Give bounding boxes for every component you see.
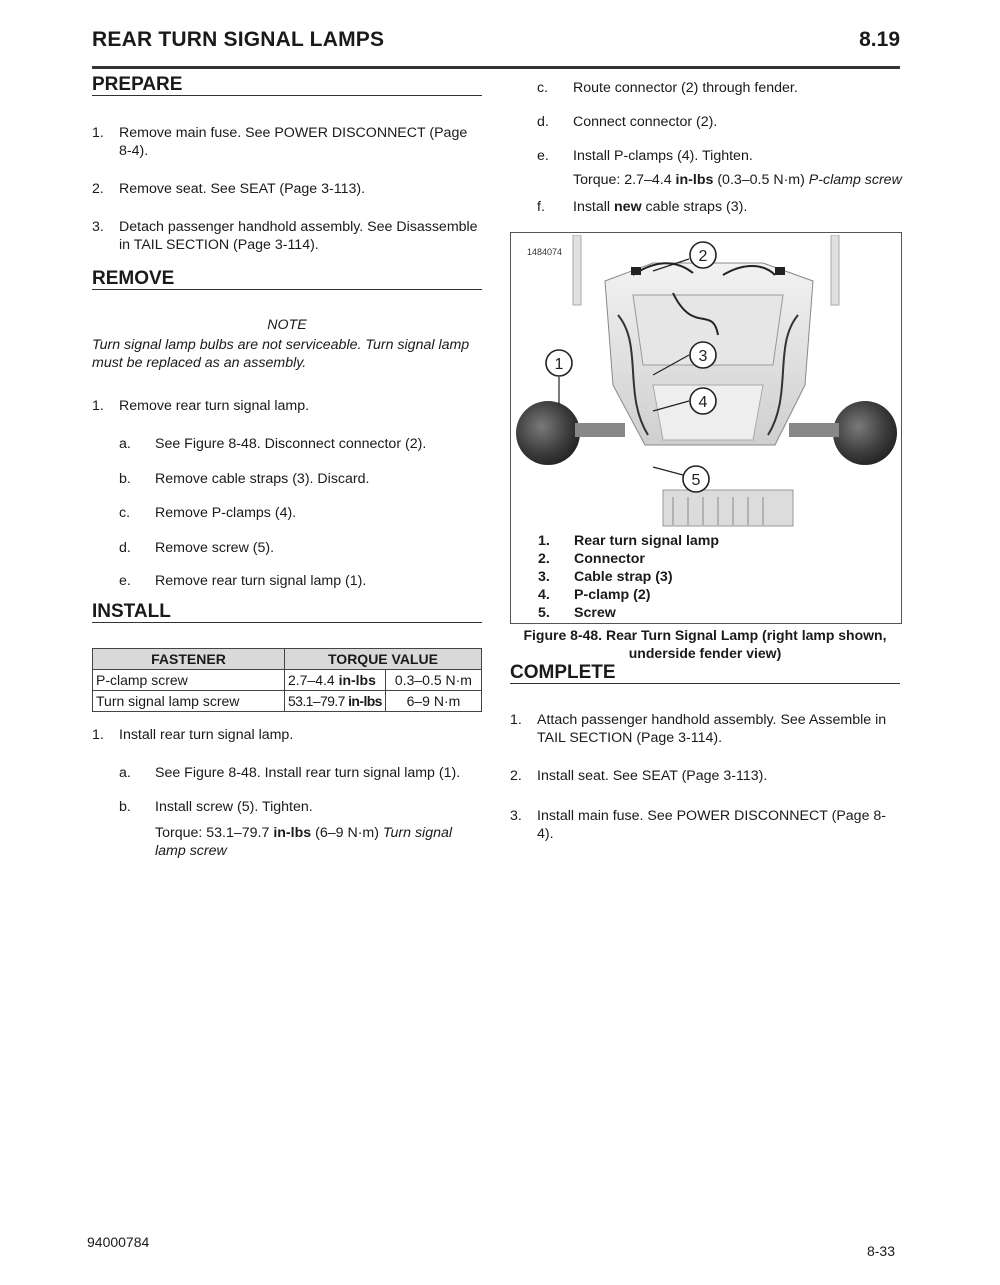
note-title: NOTE <box>267 317 307 333</box>
table-row: P-clamp screw 2.7–4.4 in-lbs 0.3–0.5 N·m <box>93 670 482 691</box>
header-rule <box>92 66 900 69</box>
svg-text:1: 1 <box>554 356 564 373</box>
install-heading: INSTALL <box>92 603 482 623</box>
table-row: Turn signal lamp screw 53.1–79.7 in-lbs 6–9 N·m <box>93 691 482 712</box>
figure-caption-line-1: Figure 8-48. Rear Turn Signal Lamp (right lamp shown, <box>523 627 887 643</box>
section-number: 8.19 <box>859 28 900 51</box>
svg-text:4: 4 <box>698 394 708 411</box>
table-header-torque: TORQUE VALUE <box>284 649 481 670</box>
figure-image-id: 1484074 <box>527 247 563 257</box>
callout-3 <box>690 342 716 368</box>
callout-5 <box>683 466 709 492</box>
remove-heading: REMOVE <box>92 270 482 290</box>
figure-8-48: 1 2 3 4 5 1484074 1. Rear turn signal lamp 2. Connector 3. Cable strap (3) 4. P-clamp (2) 5. Screw <box>510 232 902 624</box>
figure-caption-line-2: underside fender view) <box>628 645 782 661</box>
complete-heading: COMPLETE <box>510 664 900 684</box>
svg-text:5: 5 <box>691 472 701 489</box>
note-text: Turn signal lamp bulbs are not serviceable. Turn signal lamp must be replaced as an assembly. <box>92 337 470 371</box>
callout-4 <box>690 388 716 414</box>
document-number: 94000784 <box>87 1234 150 1250</box>
svg-text:2: 2 <box>698 248 708 265</box>
page-title: REAR TURN SIGNAL LAMPS <box>92 28 385 51</box>
prepare-heading: PREPARE <box>92 76 482 96</box>
turn-signal-illustration <box>513 235 899 531</box>
callout-1 <box>546 350 572 376</box>
svg-text:3: 3 <box>698 348 708 365</box>
table-header-fastener: FASTENER <box>93 649 285 670</box>
page-number: 8-33 <box>866 1243 895 1259</box>
callout-2 <box>690 242 716 268</box>
torque-table <box>92 648 482 712</box>
